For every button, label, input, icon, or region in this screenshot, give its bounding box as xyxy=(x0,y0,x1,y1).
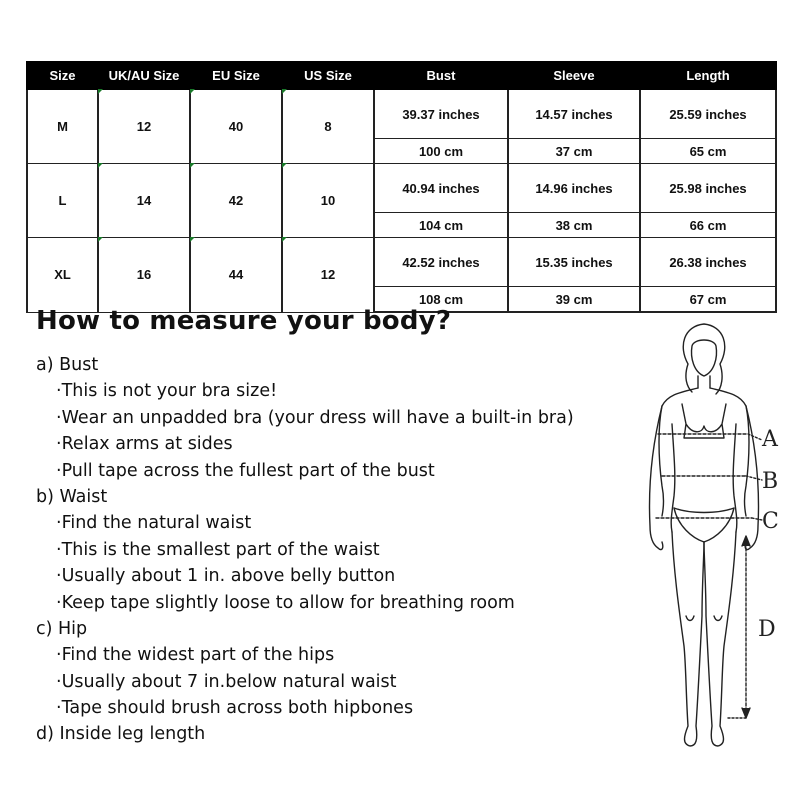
uk-au-size-cell: 14 xyxy=(98,164,190,238)
size-cell: XL xyxy=(27,238,98,313)
bra xyxy=(682,404,726,438)
header-sleeve: Sleeve xyxy=(508,62,640,89)
sleeve-inches-cell: 14.96 inches xyxy=(508,164,640,213)
table-row xyxy=(27,238,776,287)
bust-cm-cell: 108 cm xyxy=(374,287,508,313)
uk-au-size-cell: 12 xyxy=(98,89,190,164)
label-d: D xyxy=(758,617,776,642)
page-title: How to measure your body? xyxy=(36,306,452,336)
face-outline xyxy=(692,340,717,376)
bust-cm-cell: 100 cm xyxy=(374,139,508,164)
header-bust: Bust xyxy=(374,62,508,89)
label-b: B xyxy=(762,469,779,494)
size-cell: M xyxy=(27,89,98,164)
waist-leader xyxy=(746,476,762,480)
table-row xyxy=(27,89,776,139)
sleeve-cm-cell: 37 cm xyxy=(508,139,640,164)
instruction-tip: ·Usually about 7 in.below natural waist xyxy=(56,671,397,692)
sleeve-cm-cell: 38 cm xyxy=(508,213,640,238)
sleeve-inches-cell: 14.57 inches xyxy=(508,89,640,139)
length-cm-cell: 66 cm xyxy=(640,213,776,238)
header-eu-size: EU Size xyxy=(190,62,282,89)
eu-size-cell: 44 xyxy=(190,238,282,313)
instruction-tip: ·Usually about 1 in. above belly button xyxy=(56,566,396,587)
inseam-arrow-top xyxy=(742,536,750,546)
sleeve-cm-cell: 39 cm xyxy=(508,287,640,313)
instruction-tip: ·This is not your bra size! xyxy=(56,381,278,402)
instruction-step: c) Hip xyxy=(36,618,88,639)
instruction-tip: ·Tape should brush across both hipbones xyxy=(56,698,414,719)
header-us-size: US Size xyxy=(282,62,374,89)
length-inches-cell: 25.98 inches xyxy=(640,164,776,213)
bust-inches-cell: 40.94 inches xyxy=(374,164,508,213)
instruction-step: a) Bust xyxy=(36,355,99,375)
bust-leader xyxy=(748,434,762,440)
measure-instructions xyxy=(36,352,636,748)
us-size-cell: 10 xyxy=(282,164,374,238)
eu-size-cell: 40 xyxy=(190,89,282,164)
instruction-tip: ·Relax arms at sides xyxy=(56,434,233,455)
torso-outline xyxy=(659,388,749,516)
size-chart-table xyxy=(26,61,777,313)
briefs xyxy=(674,508,734,542)
instruction-tip: ·Find the widest part of the hips xyxy=(56,645,335,666)
left-leg xyxy=(672,532,704,746)
knee-marks xyxy=(686,616,722,621)
instruction-step: b) Waist xyxy=(36,486,108,507)
sleeve-inches-cell: 15.35 inches xyxy=(508,238,640,287)
hip-leader xyxy=(752,518,762,520)
eu-size-cell: 42 xyxy=(190,164,282,238)
instruction-step: d) Inside leg length xyxy=(36,724,206,745)
length-cm-cell: 67 cm xyxy=(640,287,776,313)
instruction-tip: ·Pull tape across the fullest part of the bust xyxy=(56,460,435,481)
header-size: Size xyxy=(27,62,98,89)
bust-inches-cell: 39.37 inches xyxy=(374,89,508,139)
right-leg xyxy=(704,532,736,746)
label-c: C xyxy=(762,509,779,534)
size-cell: L xyxy=(27,164,98,238)
neck xyxy=(698,376,710,388)
instruction-tip: ·Keep tape slightly loose to allow for breathing room xyxy=(56,592,515,613)
hair-outline xyxy=(683,324,725,394)
instruction-tip: ·Find the natural waist xyxy=(56,513,252,534)
bust-inches-cell: 42.52 inches xyxy=(374,238,508,287)
uk-au-size-cell: 16 xyxy=(98,238,190,313)
length-inches-cell: 26.38 inches xyxy=(640,238,776,287)
length-inches-cell: 25.59 inches xyxy=(640,89,776,139)
bust-cm-cell: 104 cm xyxy=(374,213,508,238)
label-a: A xyxy=(762,427,778,452)
header-uk-au-size: UK/AU Size xyxy=(98,62,190,89)
header-length: Length xyxy=(640,62,776,89)
waist-outline xyxy=(671,424,737,532)
instruction-tip: ·This is the smallest part of the waist xyxy=(56,539,380,560)
size-chart-header-row xyxy=(27,62,776,89)
us-size-cell: 12 xyxy=(282,238,374,313)
body-measurement-figure xyxy=(612,316,792,756)
length-cm-cell: 65 cm xyxy=(640,139,776,164)
table-row xyxy=(27,164,776,213)
us-size-cell: 8 xyxy=(282,89,374,164)
instruction-tip: ·Wear an unpadded bra (your dress will have a built-in bra) xyxy=(56,407,574,428)
inseam-arrow-bottom xyxy=(742,708,750,718)
